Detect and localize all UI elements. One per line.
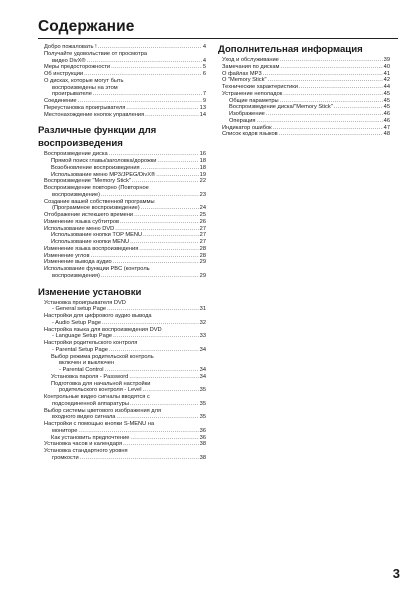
toc-entry-text: (Программное воспроизведение) [52,205,140,212]
toc-entry-text: Уход и обслуживание [222,57,279,63]
toc-page-number: 39 [383,57,390,63]
toc-entry[interactable] [44,172,206,179]
toc-entry[interactable] [44,112,206,119]
toc-entry-text: Подготовка для начальной настройки [51,380,151,387]
toc-page-number: 26 [199,218,206,225]
toc-page-number: 29 [199,259,206,266]
toc-page-number: 4 [202,57,206,64]
toc-page-number: 33 [199,333,206,340]
toc-entry[interactable] [44,313,206,327]
toc-entry[interactable] [222,104,390,111]
dot-leader [93,91,202,98]
toc-entry-text: подсоединенной аппаратуры [52,400,129,407]
dot-leader [126,105,198,112]
dot-leader [102,320,199,327]
dot-leader [143,232,199,239]
toc-page-number: 16 [199,151,206,158]
dot-leader [130,401,199,408]
dot-leader [98,44,202,51]
dot-leader [145,112,199,119]
toc-page-number: 35 [199,387,206,394]
dot-leader [105,367,199,374]
dot-leader [130,239,199,246]
dot-leader [111,64,202,71]
toc-entry[interactable] [44,44,206,51]
dot-leader [141,205,199,212]
toc-page-number: 40 [383,63,390,70]
dot-leader [132,178,199,185]
toc-page-number: 34 [199,373,206,380]
toc-entry[interactable] [44,165,206,172]
toc-entry-text: Изменение вывода аудио [44,259,112,266]
toc-entry[interactable] [222,111,390,118]
toc-page-number: 35 [199,414,206,421]
toc-entry[interactable] [222,118,390,125]
dot-leader [273,125,383,132]
toc-page-number: 9 [202,98,206,104]
toc-entry-text: Отображение истекшего времени [44,212,134,218]
toc-entry[interactable] [44,381,206,395]
toc-entry-text: Воспроизведение диска [44,151,108,158]
toc-entry-text: О файлах MP3 [222,70,262,77]
section-heading: Различные функции для [38,125,157,137]
dot-leader [283,91,382,98]
toc-entry[interactable] [44,374,206,381]
toc-page-number: 44 [383,84,390,90]
toc-entry[interactable] [222,57,390,64]
dot-leader [84,71,202,78]
toc-page-number: 35 [199,400,206,407]
toc-entry-text: Настройки для цифрового аудио вывода [44,313,152,319]
toc-page-number: 32 [199,319,206,326]
toc-entry[interactable] [44,212,206,219]
toc-page-number: 36 [199,434,206,441]
toc-entry[interactable] [44,51,206,65]
dot-leader [87,58,202,65]
toc-entry[interactable] [44,421,206,435]
toc-entry[interactable] [44,354,206,374]
dot-leader [263,71,383,78]
toc-entry[interactable] [44,105,206,112]
toc-entry[interactable] [44,232,206,239]
toc-entry[interactable] [44,64,206,71]
dot-leader [257,118,383,125]
toc-entry[interactable] [44,199,206,213]
dot-leader [120,219,199,226]
dot-leader [113,333,199,340]
toc-entry-text: О "Memory Stick" [222,77,267,84]
toc-entry-text: видео DivX® [52,57,86,64]
toc-entry-text: О дисках, которые могут быть [44,77,124,84]
toc-entry-text: входного видео сигнала [52,414,116,421]
dot-leader [107,306,199,313]
toc-entry-text: Получайте удовольствие от просмотра [44,50,148,57]
dot-leader [78,428,198,435]
toc-entry-text: Создание вашей собственной программы [44,198,155,205]
toc-entry[interactable] [44,71,206,78]
toc-entry-text: Местонахождение кнопок управления [44,111,145,118]
toc-entry[interactable] [44,448,206,462]
dot-leader [109,151,199,158]
dot-leader [139,246,198,253]
toc-entry-text: родительского контроля - Level [59,387,142,394]
toc-page-number: 42 [383,77,390,84]
toc-page-number: 25 [199,212,206,218]
toc-entry-text: Переустановка проигрывателя [44,104,126,111]
toc-entry-text: Изменение языка субтитров [44,218,120,225]
toc-page-number: 22 [199,178,206,185]
toc-entry-text: Как установить предпочтение [51,434,130,441]
toc-page-number: 36 [199,427,206,434]
toc-entry-text: проигрывателе [52,91,92,98]
toc-page-number: 29 [199,272,206,279]
toc-entry[interactable] [44,158,206,165]
toc-entry[interactable] [44,394,206,408]
toc-entry-text: включен и выключен [59,360,115,367]
toc-entry[interactable] [222,84,390,91]
toc-entry-text: Возобновление воспроизведения [51,164,140,171]
toc-page-number: 46 [383,111,390,117]
toc-page-number: 31 [199,306,206,313]
toc-entry[interactable] [44,300,206,314]
dot-leader [141,165,199,172]
toc-entry-text: Замечания по дискам [222,63,280,70]
toc-entry-text: Воспроизведение повторно (Повторное [44,185,149,191]
toc-page-number: 48 [383,131,390,138]
toc-entry-text: Операция [229,117,256,124]
toc-entry-text: Настройки с помощью кнопки S-MENU на [44,421,155,427]
toc-entry[interactable] [44,178,206,185]
toc-entry-text: Установка часов и календаря [44,441,123,448]
toc-entry-text: Контрольные видео сигналы вводятся с [44,394,150,400]
toc-entry-text: громкости [52,454,79,461]
dot-leader [156,172,198,179]
dot-leader [129,374,198,381]
section-heading: Дополнительная информация [218,44,363,55]
toc-entry-text: - Audio Setup Page [52,319,102,326]
toc-page-number: 28 [199,252,206,259]
toc-entry[interactable] [222,131,390,138]
toc-entry-text: Список кодов языков [222,131,278,138]
toc-page-number: 18 [199,164,206,171]
toc-entry-text: Соединение [44,98,77,104]
dot-leader [115,226,198,233]
toc-entry-text: Прямой поиск главы/заголовка/дорожки [51,158,157,164]
dot-leader [280,57,383,64]
dot-leader [268,77,383,84]
dot-leader [101,273,199,280]
toc-entry-text: Установка стандартного уровня [44,448,128,454]
toc-page-number: 34 [199,367,206,373]
toc-left-column [38,44,206,462]
toc-entry-text: Установка пароля - Password [51,373,129,380]
toc-entry-text: воспроизведены на этом [52,84,118,91]
toc-page-number: 5 [202,64,206,71]
toc-entry[interactable] [44,253,206,260]
dot-leader [334,104,383,111]
dot-leader [279,131,383,138]
toc-entry-text: Индикатор ошибок [222,124,272,131]
toc-page-number: 7 [202,91,206,98]
toc-entry-text: воспроизведение) [52,191,101,198]
toc-entry[interactable] [44,219,206,226]
toc-entry-text: Использование функции PBC (контроль [44,266,150,272]
toc-page-number: 6 [202,71,206,77]
toc-entry-text: Использование меню MP3/JPEG/DivX® [51,171,156,178]
toc-entry-text: Выбор режима родительской контроль [51,353,154,360]
toc-entry-text: Использование кнопки MENU [51,239,130,245]
toc-entry-text: Изображение [229,111,265,117]
toc-page-number: 19 [199,171,206,178]
toc-entry-text: Об инструкции [44,71,84,77]
toc-entry-text: - Parental Control [59,367,104,373]
toc-page-number: 28 [199,245,206,252]
toc-entry-text: Использование меню DVD [44,225,115,232]
toc-page-number: 46 [383,117,390,124]
toc-page-number: 18 [199,158,206,164]
toc-entry-text: Воспроизведение "Memory Stick" [44,178,132,185]
toc-entry[interactable] [222,91,390,98]
toc-entry[interactable] [44,340,206,354]
toc-entry-text: Использование кнопки TOP MENU [51,232,143,239]
dot-leader [134,212,199,219]
toc-entry[interactable] [222,98,390,105]
toc-entry-text: Устранение неполадок [222,90,283,97]
dot-leader [116,414,198,421]
toc-page-number: 41 [383,70,390,77]
dot-leader [113,259,199,266]
toc-page-number: 45 [383,104,390,111]
toc-page-number: 38 [199,441,206,448]
toc-entry-text: мониторе [52,427,78,434]
toc-page-number: 13 [199,104,206,111]
dot-leader [142,387,198,394]
toc-entry[interactable] [44,98,206,105]
toc-entry[interactable] [44,151,206,158]
toc-entry[interactable] [44,408,206,422]
toc-entry[interactable] [44,246,206,253]
toc-page-number: 47 [383,124,390,131]
section-heading: Изменение установки [38,286,142,298]
toc-entry[interactable] [222,77,390,84]
toc-entry-text: Общие параметры [229,97,279,104]
dot-leader [280,64,382,71]
toc-entry-text: - Language Setup Page [52,333,113,340]
dot-leader [157,158,198,165]
toc-entry-text: Воспроизведение диска/"Memory Stick" [229,104,333,111]
toc-page-number: 4 [202,44,206,50]
toc-entry[interactable] [44,185,206,199]
section-heading: воспроизведения [38,138,123,150]
toc-entry-text: Настройки родительского контроля [44,340,138,346]
toc-entry[interactable] [44,78,206,98]
toc-entry-text: Добро пожаловать ! [44,44,97,50]
dot-leader [130,435,198,442]
toc-page-number: 34 [199,346,206,353]
toc-page-number: 27 [199,239,206,245]
toc-entry-text: Изменение углов [44,252,90,259]
toc-entry[interactable] [222,125,390,132]
toc-page-number: 38 [199,454,206,461]
toc-entry-text: Выбор системы цветового изображения для [44,407,162,414]
toc-entry[interactable] [44,327,206,341]
toc-entry-text: Изменение языка воспроизведения [44,245,139,252]
toc-entry[interactable] [44,435,206,442]
toc-entry[interactable] [44,259,206,266]
dot-leader [280,98,383,105]
toc-entry[interactable] [44,441,206,448]
toc-entry-text: Технические характеристики [222,84,298,90]
dot-leader [299,84,383,91]
dot-leader [266,111,383,118]
title-rule [38,38,398,39]
toc-page-number: 45 [383,90,390,97]
toc-page-number: 24 [199,205,206,212]
toc-page-number: 27 [199,225,206,232]
toc-entry-text: - Parental Setup Page [52,346,108,353]
toc-page-number: 45 [383,97,390,104]
toc-page-number: 14 [199,111,206,118]
toc-page-number: 27 [199,232,206,239]
toc-entry-text: - General setup Page [52,306,107,313]
toc-entry-text: Установка проигрывателя DVD [44,299,126,306]
dot-leader [80,455,199,462]
page-number: 3 [392,566,400,581]
toc-entry[interactable] [44,266,206,280]
dot-leader [91,253,199,260]
toc-entry-text: воспроизведения) [52,272,100,279]
toc-entry[interactable] [44,226,206,233]
toc-entry[interactable] [222,71,390,78]
dot-leader [123,441,199,448]
toc-entry-text: Меры предосторожности [44,64,111,71]
toc-entry-text: Настройка языка для воспроизведения DVD [44,326,162,333]
page-title: Содержание [38,18,135,35]
dot-leader [78,98,202,105]
toc-entry[interactable] [222,64,390,71]
toc-right-column [218,44,390,138]
toc-page-number: 23 [199,191,206,198]
toc-entry[interactable] [44,239,206,246]
dot-leader [101,192,199,199]
dot-leader [109,347,199,354]
